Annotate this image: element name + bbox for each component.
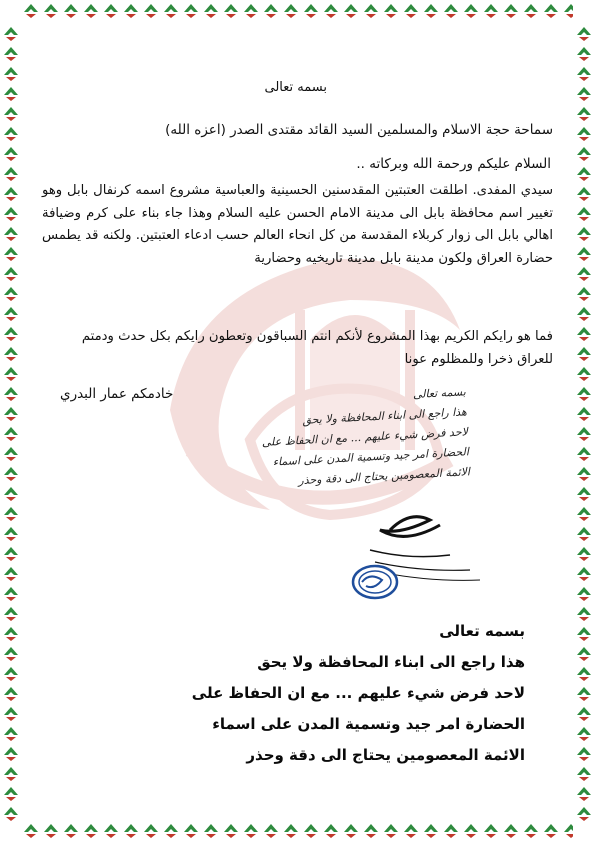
border-ornament: [143, 3, 159, 19]
border-ornament: [543, 3, 559, 19]
border-ornament: [543, 823, 559, 839]
border-ornament: [576, 626, 592, 642]
border-ornament: [503, 823, 519, 839]
border-ornament: [303, 823, 319, 839]
border-ornament: [3, 26, 19, 42]
border-ornament: [183, 3, 199, 19]
border-ornament: [576, 426, 592, 442]
border-ornament: [363, 3, 379, 19]
border-ornament: [203, 823, 219, 839]
border-ornament: [3, 746, 19, 762]
border-ornament: [3, 366, 19, 382]
border-ornament: [3, 66, 19, 82]
border-ornament: [3, 566, 19, 582]
border-ornament: [576, 86, 592, 102]
border-ornament: [3, 246, 19, 262]
border-ornament: [576, 686, 592, 702]
border-ornament: [523, 823, 539, 839]
border-ornament: [103, 823, 119, 839]
border-ornament: [223, 3, 239, 19]
border-ornament: [3, 486, 19, 502]
border-ornament: [576, 66, 592, 82]
letter-body-paragraph-2: فما هو رايكم الكريم بهذا المشروع لأنكم انتم السباقون وتعطون رايكم بكل حدث ودمتم للعراق ذخرا وللمظلوم عونا: [81, 329, 553, 367]
border-ornament: [576, 346, 592, 362]
border-ornament: [3, 226, 19, 242]
handwritten-line: هذا راجع الى ابناء المحافظة ولا يحق: [302, 405, 468, 427]
border-ornament: [263, 3, 279, 19]
border-ornament: [3, 406, 19, 422]
border-ornament: [576, 146, 592, 162]
border-ornament: [3, 466, 19, 482]
border-ornament: [323, 823, 339, 839]
border-ornament: [3, 526, 19, 542]
handwritten-reply: [246, 382, 471, 493]
border-ornament: [576, 246, 592, 262]
border-ornament: [576, 766, 592, 782]
typed-reply-line: الحضارة امر جيد وتسمية المدن على اسماء: [212, 715, 525, 733]
border-ornament: [343, 3, 359, 19]
border-ornament: [323, 3, 339, 19]
border-ornament: [3, 326, 19, 342]
handwritten-line: الحضارة امر جيد وتسمية المدن على اسماء: [272, 445, 470, 469]
border-ornament: [3, 86, 19, 102]
decorative-border-right: [573, 0, 595, 842]
border-ornament: [576, 166, 592, 182]
border-ornament: [3, 286, 19, 302]
border-ornament: [3, 706, 19, 722]
border-ornament: [3, 626, 19, 642]
border-ornament: [363, 823, 379, 839]
border-ornament: [576, 806, 592, 822]
handwritten-line: الائمة المعصومين يحتاج الى دقة وحذر: [298, 465, 471, 488]
border-ornament: [103, 3, 119, 19]
border-ornament: [403, 3, 419, 19]
typed-reply-line: الائمة المعصومين يحتاج الى دقة وحذر: [246, 746, 525, 764]
border-ornament: [243, 3, 259, 19]
handwritten-line: لاحد فرض شيء عليهم ... مع ان الحفاظ على: [261, 425, 469, 450]
border-ornament: [443, 823, 459, 839]
border-ornament: [383, 3, 399, 19]
border-ornament: [3, 386, 19, 402]
border-ornament: [3, 426, 19, 442]
border-ornament: [23, 3, 39, 19]
border-ornament: [576, 546, 592, 562]
decorative-border-top: [0, 0, 595, 22]
border-ornament: [576, 566, 592, 582]
border-ornament: [576, 466, 592, 482]
border-ornament: [43, 3, 59, 19]
border-ornament: [83, 3, 99, 19]
border-ornament: [3, 766, 19, 782]
border-ornament: [303, 3, 319, 19]
border-ornament: [576, 46, 592, 62]
border-ornament: [483, 823, 499, 839]
decorative-border-left: [0, 0, 22, 842]
border-ornament: [3, 446, 19, 462]
border-ornament: [243, 823, 259, 839]
border-ornament: [3, 686, 19, 702]
border-ornament: [576, 526, 592, 542]
border-ornament: [576, 726, 592, 742]
typed-reply-line: بسمه تعالى: [439, 622, 525, 640]
border-ornament: [423, 3, 439, 19]
border-ornament: [3, 146, 19, 162]
border-ornament: [576, 486, 592, 502]
border-ornament: [576, 586, 592, 602]
border-ornament: [576, 306, 592, 322]
border-ornament: [263, 823, 279, 839]
border-ornament: [576, 286, 592, 302]
border-ornament: [223, 823, 239, 839]
border-ornament: [143, 823, 159, 839]
signature-and-stamp: [330, 500, 500, 610]
border-ornament: [343, 823, 359, 839]
border-ornament: [443, 3, 459, 19]
border-ornament: [3, 306, 19, 322]
border-ornament: [283, 823, 299, 839]
border-ornament: [83, 823, 99, 839]
typed-reply: [95, 616, 525, 771]
border-ornament: [3, 266, 19, 282]
border-ornament: [3, 726, 19, 742]
border-ornament: [3, 106, 19, 122]
border-ornament: [3, 126, 19, 142]
border-ornament: [576, 646, 592, 662]
border-ornament: [3, 606, 19, 622]
border-ornament: [463, 3, 479, 19]
border-ornament: [183, 823, 199, 839]
border-ornament: [3, 546, 19, 562]
border-ornament: [576, 706, 592, 722]
border-ornament: [403, 823, 419, 839]
border-ornament: [576, 786, 592, 802]
border-ornament: [576, 326, 592, 342]
handwritten-line: بسمه تعالى: [412, 385, 467, 402]
border-ornament: [3, 46, 19, 62]
border-ornament: [63, 823, 79, 839]
border-ornament: [576, 506, 592, 522]
border-ornament: [503, 3, 519, 19]
border-ornament: [383, 823, 399, 839]
border-ornament: [3, 186, 19, 202]
border-ornament: [523, 3, 539, 19]
border-ornament: [576, 106, 592, 122]
border-ornament: [203, 3, 219, 19]
typed-reply-line: لاحد فرض شيء عليهم ... مع ان الحفاظ على: [191, 684, 525, 702]
letter-address: سماحة حجة الاسلام والمسلمين السيد القائد مقتدى الصدر (اعزه الله): [165, 122, 553, 138]
border-ornament: [3, 586, 19, 602]
border-ornament: [283, 3, 299, 19]
border-ornament: [23, 823, 39, 839]
border-ornament: [163, 3, 179, 19]
border-ornament: [576, 446, 592, 462]
border-ornament: [423, 823, 439, 839]
border-ornament: [123, 823, 139, 839]
border-ornament: [576, 366, 592, 382]
border-ornament: [576, 206, 592, 222]
border-ornament: [576, 746, 592, 762]
border-ornament: [63, 3, 79, 19]
border-ornament: [3, 806, 19, 822]
border-ornament: [3, 646, 19, 662]
border-ornament: [576, 666, 592, 682]
letter-body-paragraph-1: سيدي المفدى. اطلقت العتبتين المقدسنين الحسينية والعباسية مشروع اسمه كرنفال بابل وهو تغيير اسم محافظة بابل الى مدينة الامام الحسن عليه السلام وهذا جاء بناء على كرم وضيافة اهالي بابل الى زوار كربلاء المقدسة من كل انحاء العالم حسب ادعاء العتبتين. ولكنه قد يطمس حضارة العراق ولكون مدينة بابل مدينة تاريخيه وحضارية: [42, 183, 553, 266]
letter-greeting: السلام عليكم ورحمة الله وبركاته ..: [356, 156, 551, 172]
border-ornament: [163, 823, 179, 839]
border-ornament: [576, 186, 592, 202]
border-ornament: [576, 126, 592, 142]
letter-signature: خادمكم عمار البدري: [60, 386, 174, 402]
border-ornament: [43, 823, 59, 839]
typed-reply-line: هذا راجع الى ابناء المحافظة ولا يحق: [257, 653, 525, 671]
decorative-border-bottom: [0, 820, 595, 842]
border-ornament: [463, 823, 479, 839]
border-ornament: [3, 346, 19, 362]
border-ornament: [123, 3, 139, 19]
border-ornament: [483, 3, 499, 19]
border-ornament: [3, 506, 19, 522]
border-ornament: [576, 266, 592, 282]
border-ornament: [3, 786, 19, 802]
border-ornament: [576, 386, 592, 402]
border-ornament: [3, 666, 19, 682]
border-ornament: [576, 26, 592, 42]
border-ornament: [3, 206, 19, 222]
border-ornament: [576, 406, 592, 422]
border-ornament: [3, 166, 19, 182]
letter-basmala: بسمه تعالى: [264, 80, 327, 95]
border-ornament: [576, 226, 592, 242]
border-ornament: [576, 606, 592, 622]
